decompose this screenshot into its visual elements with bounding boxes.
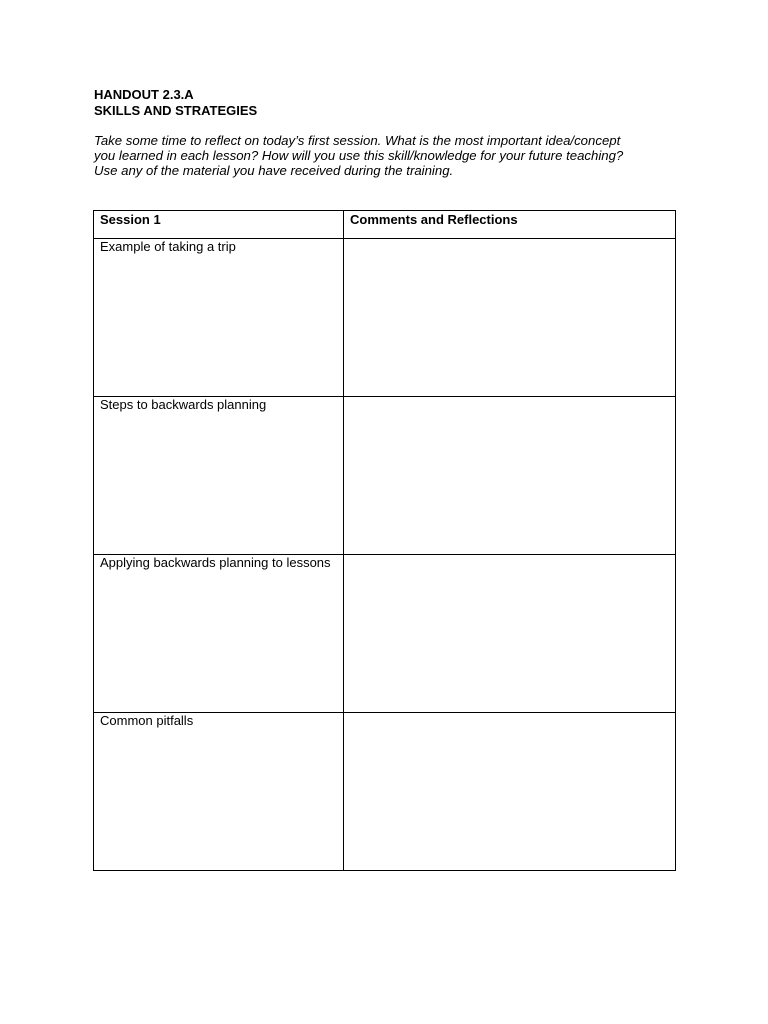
- instructions-line: you learned in each lesson? How will you use this skill/knowledge for your future teaching?: [94, 148, 624, 163]
- column-header-session: Session 1: [94, 211, 344, 239]
- table-row: [94, 239, 676, 397]
- session-topic-cell: Steps to backwards planning: [94, 397, 344, 555]
- handout-title: SKILLS AND STRATEGIES: [94, 103, 258, 118]
- table-header-row: [94, 211, 676, 239]
- table-row: [94, 555, 676, 713]
- comments-cell[interactable]: [344, 239, 676, 397]
- comments-cell[interactable]: [344, 713, 676, 871]
- instructions-line: Take some time to reflect on today’s first session. What is the most important idea/concept: [94, 133, 621, 148]
- comments-cell[interactable]: [344, 555, 676, 713]
- session-topic-cell: Applying backwards planning to lessons: [94, 555, 344, 713]
- column-header-comments: Comments and Reflections: [344, 211, 676, 239]
- session-topic-cell: Common pitfalls: [94, 713, 344, 871]
- session-topic-cell: Example of taking a trip: [94, 239, 344, 397]
- handout-number: HANDOUT 2.3.A: [94, 87, 194, 102]
- comments-cell[interactable]: [344, 397, 676, 555]
- table-row: [94, 397, 676, 555]
- instructions-line: Use any of the material you have received during the training.: [94, 163, 454, 178]
- instructions-paragraph: [94, 133, 694, 178]
- reflection-table: [93, 210, 676, 871]
- table-row: [94, 713, 676, 871]
